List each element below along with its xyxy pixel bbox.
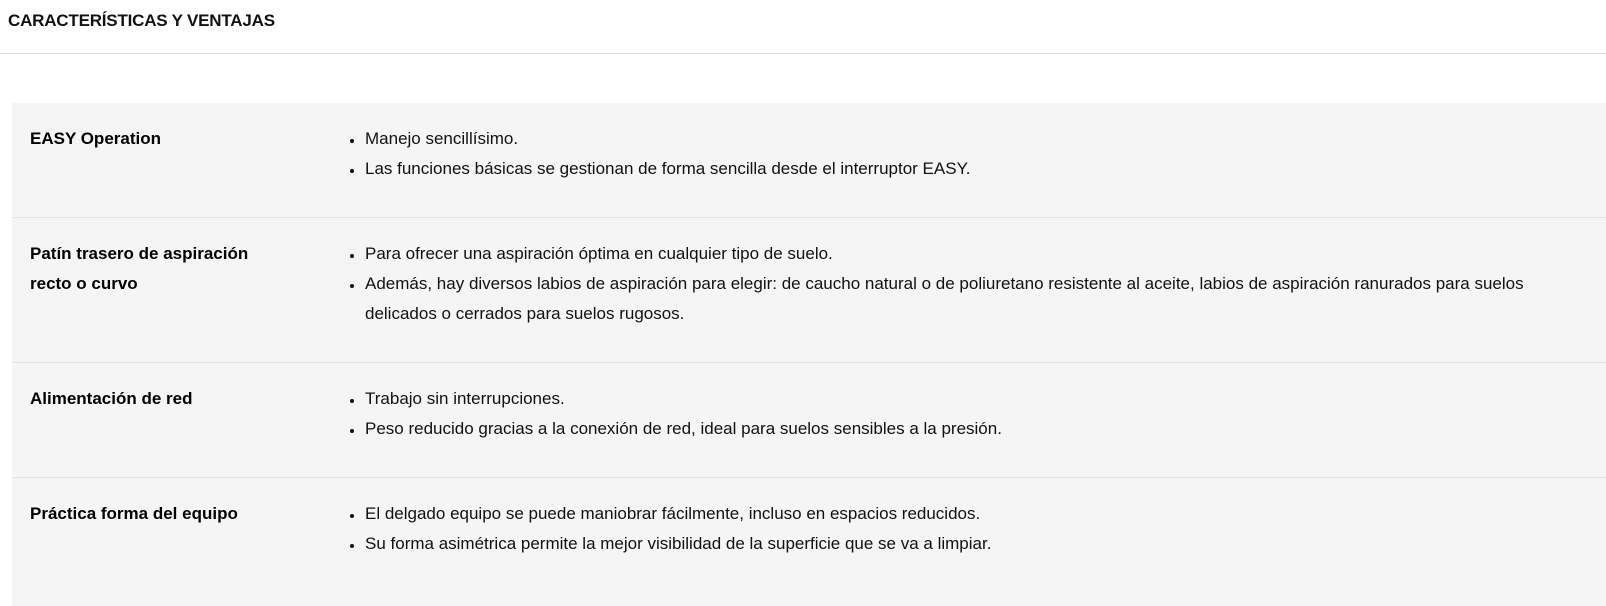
feature-bullet: Trabajo sin interrupciones. — [348, 384, 1588, 414]
feature-row — [12, 363, 1606, 478]
feature-bullet: Además, hay diversos labios de aspiración para elegir: de caucho natural o de poliuretano resistente al aceite, labios de aspiración ranurados para suelos delicados o cerrados para suelos rugosos. — [348, 269, 1588, 329]
feature-bullets — [348, 124, 1588, 184]
feature-bullet: El delgado equipo se puede maniobrar fácilmente, incluso en espacios reducidos. — [348, 499, 1588, 529]
feature-title: Patín trasero de aspiración recto o curvo — [30, 244, 249, 293]
feature-title: EASY Operation — [30, 129, 161, 148]
feature-row — [12, 218, 1606, 363]
feature-bullets — [348, 384, 1588, 444]
feature-bullet: Manejo sencillísimo. — [348, 124, 1588, 154]
feature-bullet: Las funciones básicas se gestionan de forma sencilla desde el interruptor EASY. — [348, 154, 1588, 184]
feature-row — [12, 103, 1606, 218]
feature-title: Práctica forma del equipo — [30, 504, 238, 523]
section-header — [0, 0, 1606, 54]
feature-row — [12, 478, 1606, 606]
features-table — [12, 103, 1606, 606]
feature-bullets — [348, 239, 1588, 329]
feature-bullets — [348, 499, 1588, 559]
feature-bullet: Peso reducido gracias a la conexión de red, ideal para suelos sensibles a la presión. — [348, 414, 1588, 444]
feature-bullet: Su forma asimétrica permite la mejor visibilidad de la superficie que se va a limpiar. — [348, 529, 1588, 559]
feature-bullet: Para ofrecer una aspiración óptima en cualquier tipo de suelo. — [348, 239, 1588, 269]
feature-title: Alimentación de red — [30, 389, 193, 408]
section-title: CARACTERÍSTICAS Y VENTAJAS — [8, 11, 275, 30]
